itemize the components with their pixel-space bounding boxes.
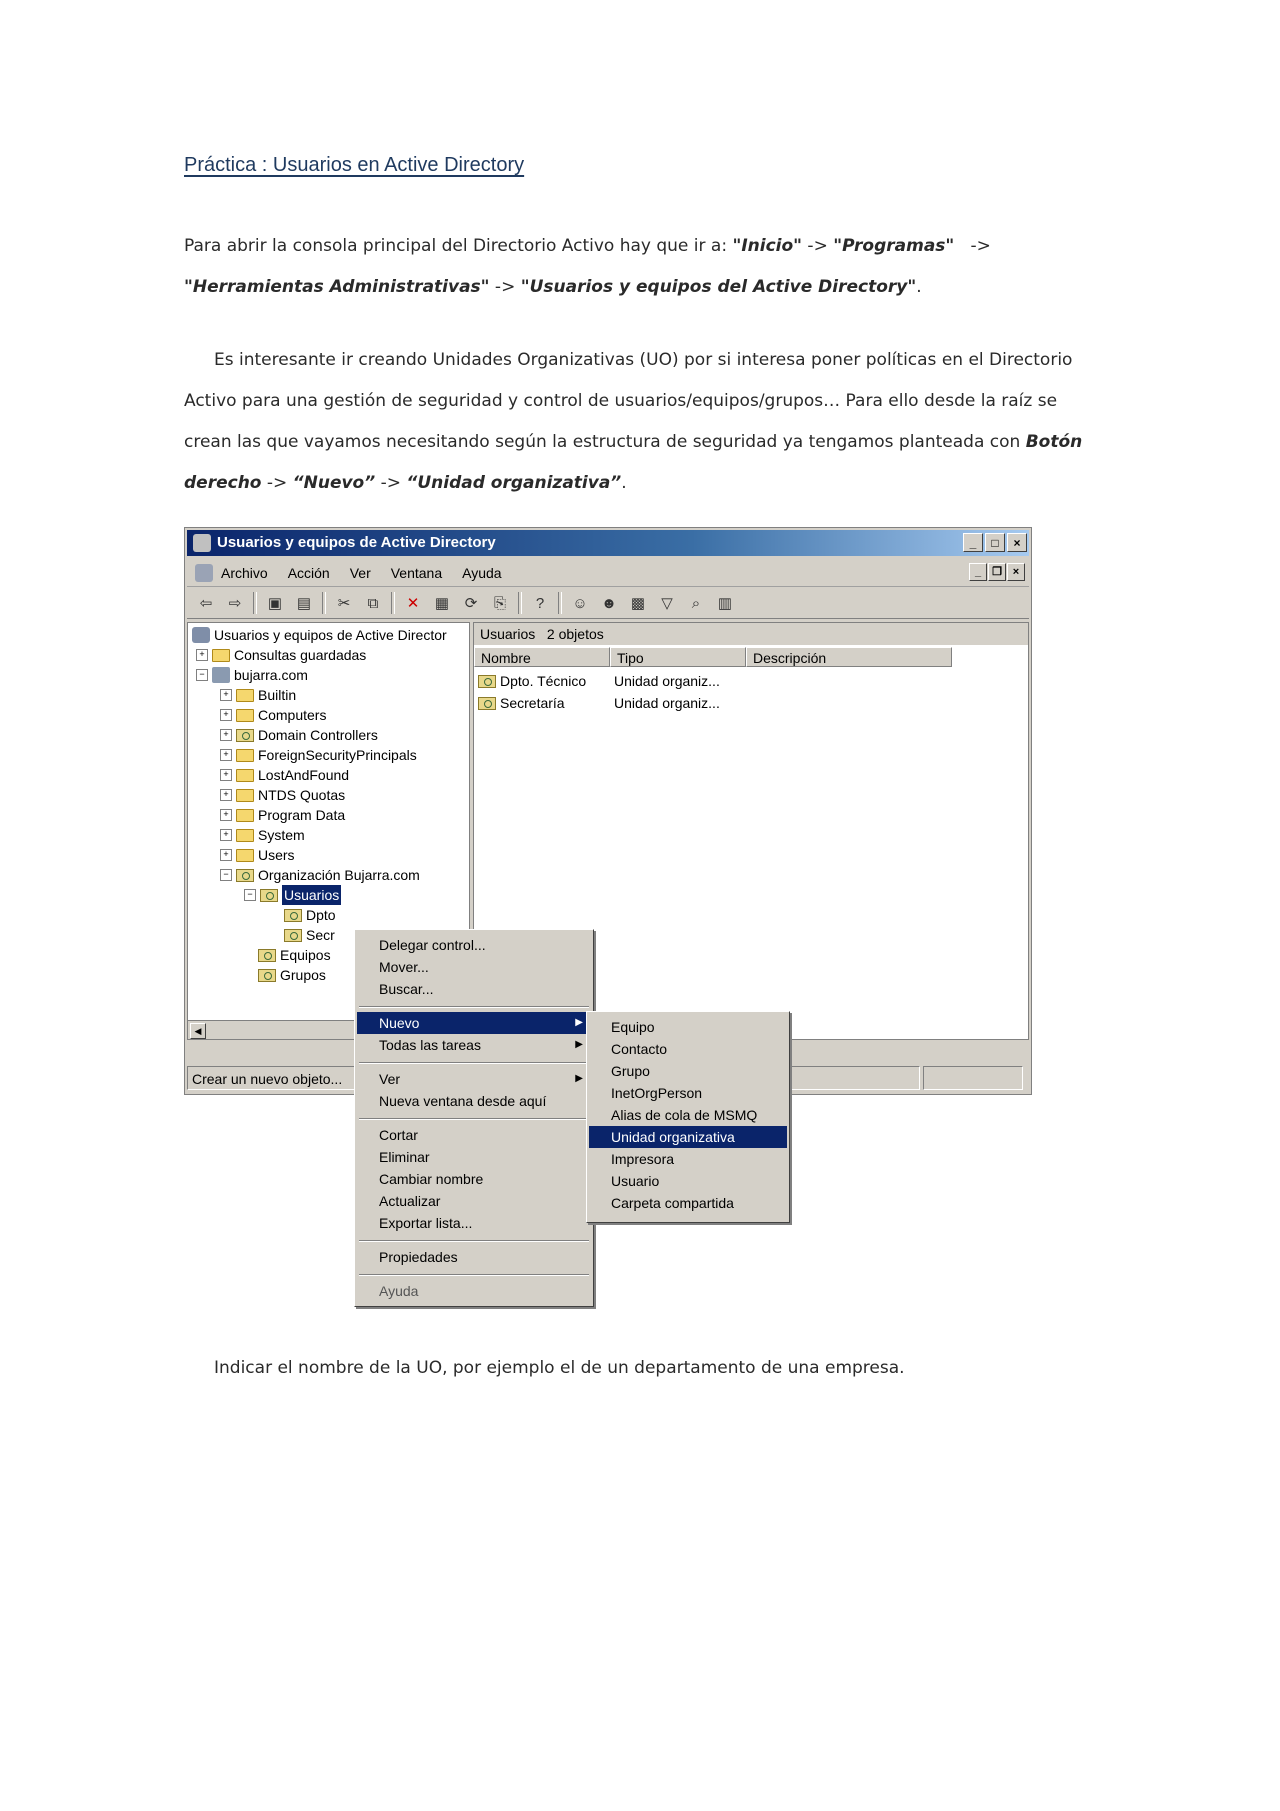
ctx-nueva-ventana[interactable]: Nueva ventana desde aquí <box>379 1093 547 1109</box>
expand-icon[interactable]: + <box>196 649 208 661</box>
expand-icon[interactable]: + <box>220 789 232 801</box>
minimize-button[interactable]: _ <box>963 533 983 552</box>
ctx-delegar-control[interactable]: Delegar control... <box>379 937 486 953</box>
paragraph-indicar: Indicar el nombre de la UO, por ejemplo el de un departamento de una empresa. <box>214 1358 905 1378</box>
expand-icon[interactable]: + <box>220 809 232 821</box>
ctx-nuevo[interactable] <box>357 1012 591 1034</box>
ad-icon <box>192 627 210 643</box>
ctx-cambiar-nombre[interactable]: Cambiar nombre <box>379 1171 484 1187</box>
folder-icon <box>236 709 254 722</box>
p2-end: . <box>621 473 627 493</box>
expand-icon[interactable]: + <box>220 709 232 721</box>
tree-item-grupos[interactable] <box>258 965 326 985</box>
paragraph-intro <box>184 226 1104 308</box>
cut-icon[interactable]: ✂ <box>337 595 351 612</box>
tree-label: Program Data <box>258 807 346 823</box>
tree-item-domain-controllers[interactable] <box>220 725 378 745</box>
new-ou-icon[interactable]: ▩ <box>630 595 646 612</box>
tree-item-secr[interactable] <box>284 925 335 945</box>
menu-ayuda[interactable]: Ayuda <box>462 565 502 581</box>
ctx-cortar[interactable]: Cortar <box>379 1127 418 1143</box>
ctx-ver-label: Ver <box>379 1071 401 1087</box>
expand-icon[interactable]: + <box>220 729 232 741</box>
tree-label: Dpto <box>306 907 336 923</box>
tree-item-root[interactable] <box>192 625 447 645</box>
new-group-icon[interactable]: ☻ <box>601 594 617 612</box>
tree-item-domain[interactable] <box>196 665 308 685</box>
p1-inicio: "Inicio" <box>732 236 803 256</box>
p2-arrow: -> <box>261 473 293 493</box>
submenu-arrow-icon: ▶ <box>575 1073 583 1084</box>
row-type: Unidad organiz... <box>614 695 720 711</box>
menu-bar <box>187 560 1029 587</box>
row-name: Dpto. Técnico <box>500 673 587 689</box>
ctx-buscar[interactable]: Buscar... <box>379 981 434 997</box>
column-nombre[interactable]: Nombre <box>474 647 610 667</box>
ou-icon <box>260 889 278 902</box>
folder-icon <box>236 689 254 702</box>
find-icon[interactable]: ⌕ <box>691 594 701 612</box>
tree-item-lostandfound[interactable] <box>220 765 349 785</box>
p2-nuevo: “Nuevo” <box>292 473 376 493</box>
folder-icon <box>236 769 254 782</box>
ctx-todas-tareas-label: Todas las tareas <box>379 1037 481 1053</box>
tree-label: Consultas guardadas <box>234 647 367 663</box>
list-row[interactable] <box>478 693 720 713</box>
menu-accion[interactable]: Acción <box>287 565 330 581</box>
paragraph-ou <box>184 340 1104 504</box>
expand-icon[interactable]: + <box>220 749 232 761</box>
ou-icon <box>258 949 276 962</box>
sub-unidad-organizativa[interactable]: Unidad organizativa <box>589 1126 787 1148</box>
column-headers <box>474 647 1028 667</box>
tree-label: bujarra.com <box>234 667 308 683</box>
p1-arrow: -> <box>954 236 997 256</box>
nuevo-submenu <box>586 1011 790 1223</box>
ctx-ayuda[interactable]: Ayuda <box>379 1283 419 1299</box>
back-icon[interactable]: ⇦ <box>199 595 213 612</box>
console-icon <box>195 564 213 582</box>
close-button[interactable]: × <box>1007 533 1027 552</box>
tree-item-usuarios[interactable] <box>244 885 341 905</box>
sub-grupo[interactable]: Grupo <box>611 1063 650 1079</box>
ad-app-icon <box>193 534 211 552</box>
p2-arrow: -> <box>375 473 407 493</box>
menu-ventana[interactable]: Ventana <box>390 565 443 581</box>
p1-arrow: -> <box>489 277 521 297</box>
ctx-ver[interactable] <box>357 1068 591 1090</box>
maximize-button[interactable]: □ <box>985 533 1005 552</box>
tree-item-equipos[interactable] <box>258 945 331 965</box>
ou-icon <box>236 729 254 742</box>
tree-item-dpto[interactable] <box>284 905 336 925</box>
ctx-eliminar[interactable]: Eliminar <box>379 1149 430 1165</box>
sub-impresora[interactable]: Impresora <box>611 1151 675 1167</box>
expand-icon[interactable]: + <box>220 769 232 781</box>
tree-label: Organización Bujarra.com <box>258 867 420 883</box>
tree-item-org[interactable] <box>220 865 420 885</box>
column-descripcion[interactable]: Descripción <box>746 647 952 667</box>
filter-icon[interactable]: ▽ <box>661 595 673 612</box>
child-close-button[interactable]: × <box>1007 563 1025 581</box>
sub-inetorgperson[interactable]: InetOrgPerson <box>611 1085 703 1101</box>
p2-text: Es interesante ir creando Unidades Organizativas (UO) por si interesa poner políticas en el Directorio Activo para una gestión de seguridad y control de usuarios/equipos/grupos… Para ello desde la raíz se crean las que vayamos necesitando según la estructura de seguridad ya tengamos planteada con <box>184 350 1073 452</box>
tree-item-fsp[interactable] <box>220 745 417 765</box>
tree-label: System <box>258 827 305 843</box>
menu-archivo[interactable]: Archivo <box>221 565 268 581</box>
new-user-icon[interactable]: ☺ <box>572 594 588 612</box>
ou-icon <box>284 929 302 942</box>
submenu-arrow-icon: ▶ <box>575 1017 583 1028</box>
document-title: Práctica : Usuarios en Active Directory <box>184 154 525 176</box>
tree-label: Domain Controllers <box>258 727 378 743</box>
sub-contacto[interactable]: Contacto <box>611 1041 668 1057</box>
tree-item-builtin[interactable] <box>220 685 296 705</box>
child-restore-button[interactable]: ❐ <box>988 563 1006 581</box>
list-header <box>474 623 1028 645</box>
row-name: Secretaría <box>500 695 565 711</box>
ctx-actualizar[interactable]: Actualizar <box>379 1193 441 1209</box>
folder-icon <box>236 809 254 822</box>
p1-arrow: -> <box>802 236 834 256</box>
list-object-count: 2 objetos <box>546 626 604 642</box>
forward-icon[interactable]: ⇨ <box>228 595 242 612</box>
tree-label: Secr <box>306 927 335 943</box>
sub-alias-msmq[interactable]: Alias de cola de MSMQ <box>611 1107 758 1123</box>
folder-icon <box>236 829 254 842</box>
tree-label: Grupos <box>280 967 326 983</box>
context-menu <box>354 929 594 1307</box>
list-container-name: Usuarios <box>480 626 536 642</box>
folder-icon <box>212 649 230 662</box>
show-tree-icon[interactable]: ▤ <box>296 595 312 612</box>
tree-label: ForeignSecurityPrincipals <box>258 747 417 763</box>
row-type: Unidad organiz... <box>614 673 720 689</box>
ou-icon <box>478 697 496 710</box>
p1-programas: "Programas" <box>833 236 955 256</box>
sub-equipo[interactable]: Equipo <box>611 1019 655 1035</box>
tree-label: Computers <box>258 707 327 723</box>
tree-label: NTDS Quotas <box>258 787 346 803</box>
sub-carpeta-compartida[interactable]: Carpeta compartida <box>611 1195 734 1211</box>
sub-usuario[interactable]: Usuario <box>611 1173 660 1189</box>
ou-icon <box>284 909 302 922</box>
p1-herramientas: "Herramientas Administrativas" <box>184 277 490 297</box>
ou-icon <box>236 869 254 882</box>
domain-icon <box>212 667 230 683</box>
p2-unidad-organizativa: “Unidad organizativa” <box>406 473 622 493</box>
folder-icon <box>236 789 254 802</box>
p1-usuarios-equipos: "Usuarios y equipos del Active Directory" <box>520 277 917 297</box>
ctx-nuevo-label: Nuevo <box>379 1015 420 1031</box>
tree-item-computers[interactable] <box>220 705 326 725</box>
folder-icon <box>236 849 254 862</box>
child-minimize-button[interactable]: _ <box>969 563 987 581</box>
expand-icon[interactable]: + <box>220 829 232 841</box>
status-text: Crear un nuevo objeto... <box>187 1066 357 1090</box>
tree-label: Usuarios y equipos de Active Director <box>214 627 447 643</box>
tree-label: LostAndFound <box>258 767 350 783</box>
tree-label: Users <box>258 847 295 863</box>
scroll-left-icon[interactable]: ◀ <box>190 1023 206 1039</box>
copy-icon[interactable]: ⧉ <box>367 594 379 612</box>
collapse-icon[interactable]: − <box>244 889 256 901</box>
add-to-group-icon[interactable]: ▥ <box>717 595 733 612</box>
expand-icon[interactable]: + <box>220 689 232 701</box>
ctx-exportar-lista[interactable]: Exportar lista... <box>379 1215 473 1231</box>
column-tipo[interactable]: Tipo <box>610 647 746 667</box>
list-row[interactable] <box>478 671 720 691</box>
delete-icon[interactable]: ✕ <box>406 595 420 612</box>
ou-icon <box>258 969 276 982</box>
tree-item-ntds-quotas[interactable] <box>220 785 345 805</box>
tree-item-system[interactable] <box>220 825 305 845</box>
collapse-icon[interactable]: − <box>196 669 208 681</box>
title-bar[interactable] <box>187 530 1029 556</box>
ctx-todas-tareas[interactable] <box>357 1034 591 1056</box>
window-title: Usuarios y equipos de Active Directory <box>217 534 496 551</box>
tree-item-saved-queries[interactable] <box>196 645 366 665</box>
ctx-propiedades[interactable]: Propiedades <box>379 1249 458 1265</box>
toolbar <box>187 588 1029 619</box>
export-icon[interactable]: ⎘ <box>493 594 506 612</box>
help-icon[interactable]: ? <box>535 594 545 612</box>
folder-icon <box>236 749 254 762</box>
tree-label-selected: Usuarios <box>284 887 340 903</box>
properties-icon[interactable]: ▦ <box>434 595 450 612</box>
up-folder-icon[interactable]: ▣ <box>267 595 283 612</box>
tree-item-program-data[interactable] <box>220 805 345 825</box>
p1-end: . <box>916 277 922 297</box>
collapse-icon[interactable]: − <box>220 869 232 881</box>
expand-icon[interactable]: + <box>220 849 232 861</box>
ou-icon <box>478 675 496 688</box>
tree-label: Equipos <box>280 947 331 963</box>
p1-text: Para abrir la consola principal del Directorio Activo hay que ir a: <box>184 236 733 256</box>
tree-item-users[interactable] <box>220 845 295 865</box>
submenu-arrow-icon: ▶ <box>575 1039 583 1050</box>
refresh-icon[interactable]: ⟳ <box>464 595 478 612</box>
ad-screenshot <box>184 527 1034 1307</box>
ctx-mover[interactable]: Mover... <box>379 959 429 975</box>
tree-label: Builtin <box>258 687 297 703</box>
p2-boton-derecho: Botón derecho <box>184 432 1083 493</box>
mmc-window <box>184 527 1032 1095</box>
menu-ver[interactable]: Ver <box>349 565 371 581</box>
